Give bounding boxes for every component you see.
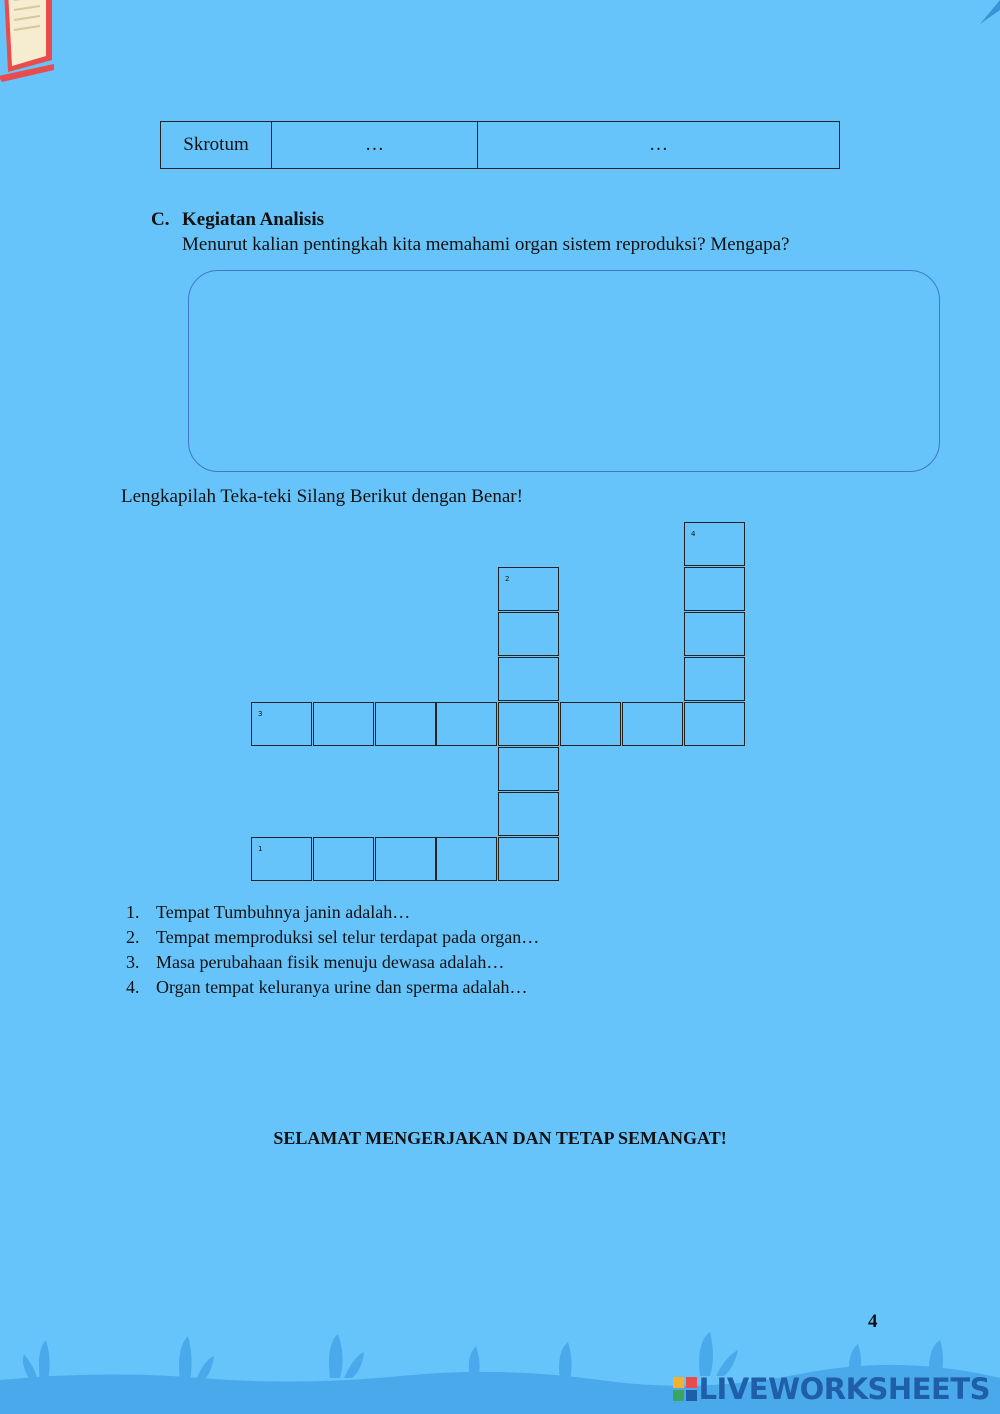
clue-number: 3 xyxy=(258,710,263,718)
crossword-cell[interactable] xyxy=(498,792,559,836)
analysis-question: Menurut kalian pentingkah kita memahami organ sistem reproduksi? Mengapa? xyxy=(182,234,790,255)
crossword-cell[interactable] xyxy=(684,657,745,701)
crossword-cell[interactable] xyxy=(313,837,374,881)
crossword-cell[interactable] xyxy=(684,702,745,746)
crossword-cell[interactable] xyxy=(684,567,745,611)
crossword-cell[interactable] xyxy=(684,612,745,656)
table-cell-answer[interactable]: … xyxy=(272,122,478,169)
organ-table xyxy=(160,121,840,169)
crossword-cell[interactable] xyxy=(498,567,559,611)
crossword-cell[interactable] xyxy=(498,612,559,656)
page-number: 4 xyxy=(868,1311,878,1332)
brand-name: LIVEWORKSHEETS xyxy=(698,1372,990,1406)
crossword-cell[interactable] xyxy=(313,702,374,746)
crossword-cell[interactable] xyxy=(375,702,436,746)
list-item: 1. Tempat Tumbuhnya janin adalah… xyxy=(126,902,411,922)
clue-list xyxy=(126,900,539,1000)
crossword-cell[interactable] xyxy=(498,702,559,746)
crossword-instruction: Lengkapilah Teka-teki Silang Berikut dengan Benar! xyxy=(121,486,523,507)
table-cell-organ: Skrotum xyxy=(161,122,272,169)
answer-textbox[interactable] xyxy=(188,270,940,472)
section-letter: C. xyxy=(151,209,170,230)
corner-decoration xyxy=(960,0,1000,24)
clue-number: 4 xyxy=(691,530,696,538)
crossword-cell[interactable] xyxy=(498,837,559,881)
list-item: 4. Organ tempat keluranya urine dan sperma adalah… xyxy=(126,977,528,997)
book-illustration xyxy=(0,0,56,86)
crossword-cell[interactable] xyxy=(251,702,312,746)
crossword-cell[interactable] xyxy=(498,657,559,701)
crossword-cell[interactable] xyxy=(560,702,621,746)
crossword-cell[interactable] xyxy=(684,522,745,566)
crossword-cell[interactable] xyxy=(375,837,436,881)
clue-number: 1 xyxy=(258,845,263,853)
list-item: 2. Tempat memproduksi sel telur terdapat pada organ… xyxy=(126,927,540,947)
crossword-cell[interactable] xyxy=(436,702,497,746)
crossword-cell[interactable] xyxy=(436,837,497,881)
brand-icon xyxy=(673,1377,697,1401)
list-item: 3. Masa perubahaan fisik menuju dewasa adalah… xyxy=(126,952,505,972)
table-cell-answer[interactable]: … xyxy=(478,122,840,169)
liveworksheets-logo xyxy=(673,1372,990,1406)
crossword-cell[interactable] xyxy=(251,837,312,881)
clue-number: 2 xyxy=(505,575,510,583)
crossword-cell[interactable] xyxy=(498,747,559,791)
section-title: Kegiatan Analisis xyxy=(182,209,324,230)
table-row xyxy=(161,122,840,169)
crossword-cell[interactable] xyxy=(622,702,683,746)
closing-message: SELAMAT MENGERJAKAN DAN TETAP SEMANGAT! xyxy=(273,1128,727,1148)
